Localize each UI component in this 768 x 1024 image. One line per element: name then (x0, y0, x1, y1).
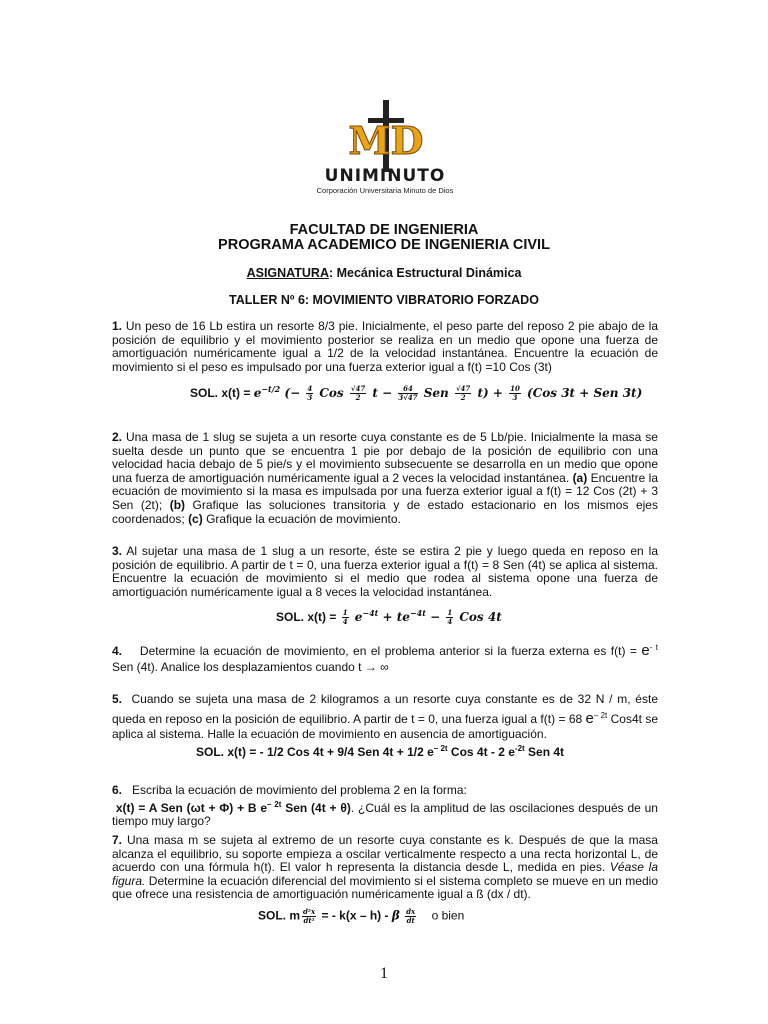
solution-5 (196, 744, 656, 759)
exponent: -2t (514, 744, 525, 753)
solution-text: Sen 4t (524, 745, 565, 759)
solution-text: Cos 4t - 2 e (447, 745, 515, 759)
solution-7: SOL. m $\frac{\text{d²x}}{\text{dt²}}$ = - k(x – h) - β $\frac{dx}{dt}$ o bien (258, 907, 465, 925)
problem-number: 3. (112, 544, 123, 558)
problem-text: Una masa m se sujeta al extremo de un resorte cuya constante es k. Después de que la masa alcanza el equilibrio, su soporte empieza a oscilar verticalmente respecto a una recta horizontal L, de acuerdo con una fórmula h(t). El valor h representa la distancia desde L, medida en pies. (112, 833, 658, 875)
subject-label: ASIGNATURA (246, 266, 329, 280)
exp-base: e (641, 642, 650, 659)
logo-name: UNIMINUTO (324, 166, 446, 186)
exponent: – 2t (593, 710, 608, 720)
exponent: – 2t (433, 744, 448, 753)
solution-label: SOL. m (258, 908, 301, 923)
problem-text: Determine la ecuación de movimiento, en el problema anterior si la fuerza externa es f(t) = (139, 644, 642, 658)
logo-subtitle: Corporación Universitaria Minuto de Dios (316, 186, 454, 195)
problem-text: Un peso de 16 Lb estira un resorte 8/3 pie. Inicialmente, el peso parte del reposo 2 pie abajo de la posición de equilibrio y el movimiento posterior se realiza en un medio que opone una fuerza de amortiguación numéricamente igual a 1/2 de la velocidad instantánea. Encuentre la ecuación de movimiento si el peso es impulsado por una fuerza exterior igual a f(t) =10 Cos (3t) (112, 319, 658, 374)
solution-3: SOL. x(t) = $\frac{1}{4}$ $e^{-4t} + te^{-4t}$ − $\frac{1}{4}$ Cos 4t (276, 608, 502, 626)
problem-5 (112, 692, 658, 743)
problem-text: Encuentre la ecuación de movimiento si la masa es impulsada por una fuerza exterior igual a f(t) = 12 Cos (2t) + 3 Sen (2t); (112, 470, 658, 512)
svg-text:MD: MD (348, 118, 424, 163)
problem-number: 7. (112, 833, 123, 847)
problem-number: 1. (112, 319, 123, 333)
exponent: - t (649, 643, 658, 652)
problem-1 (112, 320, 658, 374)
part-a-label: (a) (572, 470, 588, 485)
problem-text: Al sujetar una masa de 1 slug a un resorte, éste se estira 2 pie y luego queda en reposo en la posición de equilibrio. A partir de t = 0, una fuerza exterior igual a f(t) = 8 Sen (4t) se aplica al sistema. Encuentre la ecuación de movimiento si el medio que rodea al sistema opone una fuerza de amortiguación numéricamente igual a 8 veces la velocidad instantánea. (112, 544, 658, 599)
problem-text: Cos4t se aplica al sistema. Halle la ecuación de movimiento en ausencia de amortiguación. (112, 711, 658, 741)
problem-7 (112, 834, 658, 902)
problem-text: Grafique las soluciones transitoria y de estado estacionario en los mismos ejes coordenados; (112, 497, 658, 526)
problem-number: 6. (112, 783, 123, 797)
figure-reference: Véase la figura. (112, 860, 658, 888)
faculty-heading: FACULTAD DE INGENIERIA (289, 222, 479, 238)
equation-text: x(t) = A Sen (ωt + Φ) + B e (115, 800, 268, 815)
problem-text: Cuando se sujeta una masa de 2 kilogramos a un resorte cuya constante es de 32 N / m, éste queda en reposo en la posición de equilibrio. A partir de t = 0, una fuerza igual a f(t) = 68 (112, 692, 658, 726)
problem-2 (112, 431, 658, 526)
problem-number: 2. (112, 430, 123, 444)
problem-text: Sen (4t). Analice los desplazamientos cuando t → ∞ (112, 660, 389, 674)
workshop-heading: TALLER Nº 6: MOVIMIENTO VIBRATORIO FORZADO (229, 293, 539, 307)
problem-4 (112, 640, 658, 675)
part-b-label: (b) (169, 497, 186, 512)
part-c-label: (c) (188, 511, 203, 526)
equation-text: Sen (4t + θ) (281, 800, 351, 815)
subject-value: : Mecánica Estructural Dinámica (328, 266, 522, 280)
or-text: o bien (431, 908, 465, 923)
solution-label: SOL. x(t) = (190, 386, 254, 400)
problem-text: Escriba la ecuación de movimiento del problema 2 en la forma: (132, 783, 467, 797)
problem-text: Una masa de 1 slug se sujeta a un resorte cuya constante es de 5 Lb/pie. Inicialmente la masa se suelta desde un punto que se encuentra 1 pie por debajo de la posición de equilibrio con una velocidad hacia debajo de 5 pie/s y el movimiento subsecuente se desarrolla en un medio que opone una fuerza de amortiguación numéricamente igual a 2 veces la velocidad instantánea. (112, 430, 658, 485)
beta-symbol: β (391, 908, 400, 923)
solution-text: = - k(x – h) - (318, 908, 392, 923)
solution-text: SOL. x(t) = - 1/2 Cos 4t + 9/4 Sen 4t + 1/2 e (196, 745, 434, 759)
problem-number: 4. (112, 644, 123, 658)
page-number: 1 (380, 965, 388, 982)
equation-form (116, 801, 351, 815)
problem-text: . ¿Cuál es la amplitud de las oscilaciones después de un tiempo muy largo? (112, 800, 658, 829)
exp-base: e (585, 709, 594, 727)
subject-heading (0, 266, 768, 280)
solution-1: SOL. $x(t) = e^{-t/2}$ (− $\frac{4}{3}$ Cos $\frac{√47}{2}$ t − $\frac{64}{3√47}$ Sen $\frac{√47}{2}$ t) + $\frac{10}{3}$ (Cos 3t + Sen 3t) (190, 384, 643, 402)
exponent: – 2t (267, 799, 282, 809)
problem-text: Determine la ecuación diferencial del movimiento si el sistema completo se mueve en un medio que ofrece una resistencia de amortiguación numéricamente igual a ß (dx / dt). (112, 873, 658, 902)
solution-label: SOL. x(t) = (276, 610, 340, 624)
problem-text: Grafique la ecuación de movimiento. (202, 511, 401, 526)
program-heading: PROGRAMA ACADEMICO DE INGENIERIA CIVIL (218, 237, 550, 253)
problem-3 (112, 545, 658, 599)
problem-6 (112, 784, 658, 829)
uniminuto-logo (296, 100, 474, 195)
problem-number: 5. (112, 692, 123, 706)
logo-mark-icon (346, 100, 426, 172)
